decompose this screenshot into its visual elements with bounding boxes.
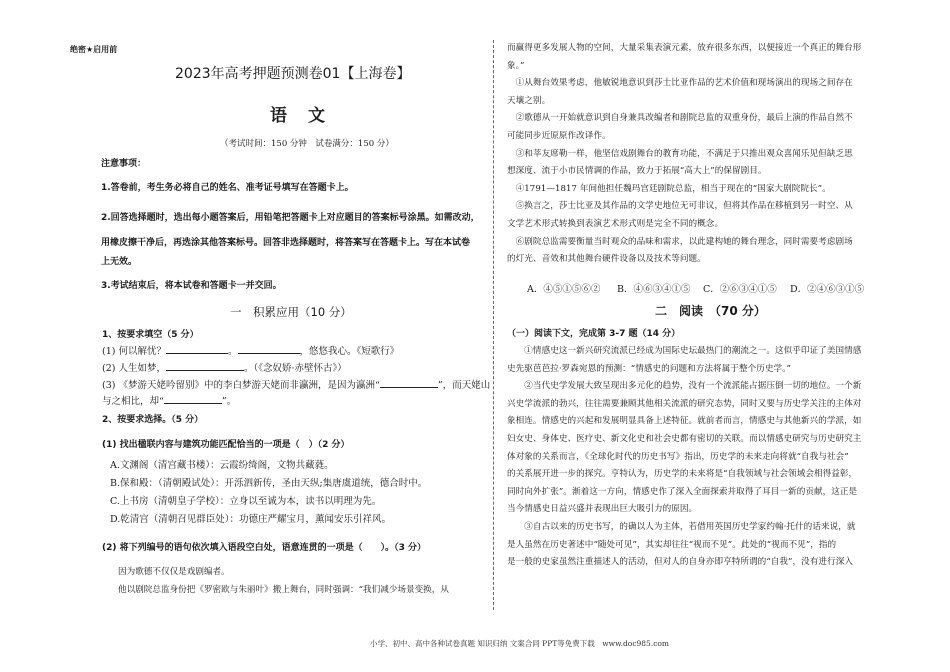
text-line: 象。”: [507, 60, 525, 71]
blank-4[interactable]: [380, 378, 438, 388]
right-top-text: [507, 40, 907, 269]
text-line: 是人虽然在历史著述中“随处可见”，其实却往往“视而不见”。此处的“视而不见”，指的: [507, 539, 837, 550]
text-line: 兴史学流派的勃兴，往往需要兼顾其他相关流派的研究态势，同时又要与历史学关注的主体对: [507, 398, 862, 409]
q2-1-option-d: D.乾清宫（清朝召见群臣处）：功德庄严耀宝月，薰闻安乐引祥风。: [110, 514, 392, 525]
answer-option-c: C．②⑥③④①⑤: [703, 284, 777, 295]
text-line: ⑥剧院总监需要衡量当时观众的品味和需求，以此建构她的舞台理念，同时需要考虑剧场: [507, 236, 853, 247]
q2-1-option-b: B.保和殿：（清朝殿试处）：开泺泗新传，圣由天纵;集唐虞道统，德合时中。: [110, 478, 428, 489]
answer-option-d: D．②④⑥③①⑤: [790, 284, 865, 295]
text-line: 体对象的关系而言，《全球化时代的历史书写》指出，历史学的未来走向将就“自我与社会”: [507, 451, 849, 462]
q2-2-text-2: 他以剧院总监身份把《罗密欧与朱丽叶》搬上舞台，同时强调：“我们减少场景变换，从: [118, 585, 449, 595]
notice-item-2-end: 上无效。: [101, 257, 138, 267]
secret-label: 绝密★启用前: [70, 45, 118, 54]
text-line: 的灯光、音效和其他舞台硬件设备以及技术等问题。: [507, 254, 706, 265]
text-line: ④1791—1817 年间他担任魏玛宫廷剧院总监，相当于现在的“国家大剧院院长”。: [507, 183, 831, 194]
text-line: 妇女史、身体史、医疗史、新文化史和社会史都有密切的关联。而以情感史研究与历史研究主: [507, 433, 862, 444]
subject-title: 语 文: [270, 106, 327, 126]
blank-1[interactable]: [166, 344, 228, 354]
q2-1-title: (1) 找出楹联内容与建筑功能匹配恰当的一项是（ ）（2 分）: [102, 440, 350, 450]
blank-3[interactable]: [166, 361, 244, 371]
section2-subtitle: （一）阅读下文，完成第 3-7 题（14 分）: [507, 329, 681, 339]
text-line: 当今情感史日益兴盛并表现出巨大吸引力的原因。: [507, 504, 698, 515]
q2-1-option-a: A.文渊阁（清宫藏书楼）：云霞纷绮阁，文物共藏蕤。: [110, 460, 334, 471]
blank-5[interactable]: [164, 394, 222, 404]
text-line: 象相连。情感史的兴起和发展明显具备上述特征。就前者而言，情感史与其他新兴的学派，如: [507, 416, 862, 427]
notice-item-1: 1.答卷前，考生务必将自己的姓名、准考证号填写在答题卡上。: [101, 183, 354, 193]
text-line: 同时向外扩张”。渐着这一方向，情感史作了深入全面探索并取得了耳目一新的贡献，这正是: [507, 486, 858, 497]
exam-title: 2023年高考押题预测卷01【上海卷】: [175, 66, 411, 82]
q1-line-1: (1) 何以解忧？ 。 ，悠悠我心。《短歌行》: [102, 346, 400, 357]
notice-item-2-cont: 用橡皮擦干净后，再选涂其他答案标号。回答非选择题时，将答案写在答题卡上。写在本试卷: [101, 238, 471, 248]
notice-item-3: 3.考试结束后，将本试卷和答题卡一并交回。: [101, 281, 282, 291]
text-line: ③自古以来的历史书写，的确以人为主体，若借用英国历史学家约翰·托什的话来说，就: [507, 521, 856, 532]
text-line: 文学艺术形式转换到表演艺术形式则是完全不同的概念。: [507, 218, 724, 229]
reading-passage: [507, 343, 907, 572]
section2-title: 二 阅读 （70 分）: [655, 304, 766, 318]
text-line: 是一般的史家虽然注重描述人的活动，但对人的自身亦即亨特所谓的“自我”，没有进行深入: [507, 557, 853, 568]
text-line: 的关系展开进一步的探究。亨特认为，历史学的未来将是“自我领域与社会领域会相得益彰，: [507, 469, 858, 480]
text-line: ②当代史学发展大致呈现出多元化的趋势，没有一个流派能占据压倒一切的地位。一个新: [507, 381, 862, 392]
column-divider: [493, 40, 494, 610]
text-line: 天壤之别。: [507, 95, 551, 106]
answer-option-b: B．④⑥③④①⑤: [617, 284, 691, 295]
text-line: ①情感史这一新兴研究流派已经成为国际史坛最热门的潮流之一。这似乎印证了美国情感: [507, 346, 862, 356]
q2-1-option-c: C.上书房（清朝皇子学校）：立身以至诚为本，读书以明理为先。: [110, 496, 382, 507]
text-line: 而赢得更多发展人物的空间，大量采集表演元素，放弃很多东西，以便接近一个真正的舞台形: [507, 43, 862, 53]
exam-info: （考试时间：150 分钟 试卷满分：150 分）: [220, 139, 394, 149]
text-line: 想深度、流于小市民情调的作品，致力于拓展“高大上”的保留剧目。: [507, 166, 767, 177]
q1-line-3: (3) 《梦游天姥吟留别》中的李白梦游天姥而非瀛洲，是因为瀛洲“ ”，而天姥山: [102, 380, 491, 391]
q2-2-text-1: 因为歌德不仅仅是戏剧编者。: [118, 567, 230, 577]
notice-item-2: 2.回答选择题时，选出每小题答案后，用铅笔把答题卡上对应题目的答案标号涂黑。如需改动，: [101, 213, 480, 223]
text-line: ⑤换言之，莎士比亚及其作品的文学史地位无可非议，但将其作品在移植到另一时空、从: [507, 201, 853, 212]
answer-option-a: A．④⑤①⑤⑥②: [527, 284, 601, 295]
q1-line-2: (2) 人生如梦， 。（《念奴娇·赤壁怀古》）: [102, 363, 347, 374]
text-line: 可能同步近原原作改译作。: [507, 130, 611, 141]
q2-2-title: (2) 将下列编号的语句依次填入语段空白处，语意连贯的一项是（ ）。（3 分）: [102, 543, 427, 553]
q1-line-4: 与之相比，却“ ”。: [102, 396, 237, 407]
text-line: ②歌德从一开始就意识到自身兼具改编者和剧院总监的双重身份，最后上演的作品自然不: [507, 113, 853, 124]
text-line: ①从舞台效果考虑，他敏锐地意识到莎士比亚作品的艺术价值和现场演出的现场之间存在: [507, 78, 853, 89]
text-line: 史先驱芭芭拉·罗森宛恩的预测：“情感史的问题和方法将属于整个历史学。”: [507, 363, 791, 374]
q1-title: 1、按要求填空（5 分）: [102, 330, 199, 340]
text-line: ③和莘友席勒一样，他坚信戏剧舞台的教育功能，不满足于只推出观众喜闻乐见但缺乏思: [507, 148, 853, 159]
notice-heading: 注意事项：: [101, 159, 147, 169]
blank-2[interactable]: [238, 344, 300, 354]
page-footer: 小学、初中、高中各种试卷真题 知识归纳 文案合同 PPT等免费下载 www.doc985.com: [370, 639, 670, 648]
section1-title: 一 积累应用（10 分）: [230, 305, 352, 319]
q2-title: 2、按要求选择。（5 分）: [102, 415, 204, 425]
